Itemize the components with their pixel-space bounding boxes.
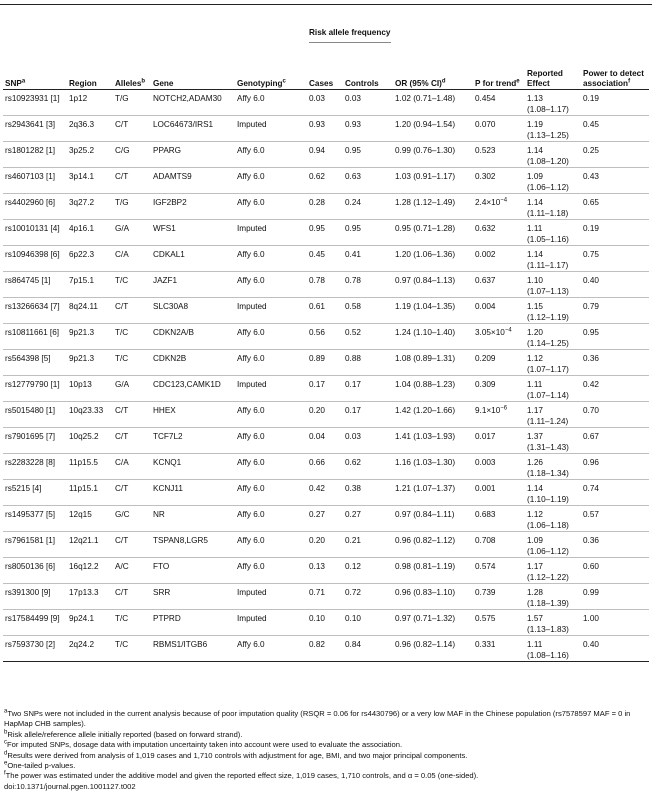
gene-cell: RBMS1/ITGB6 xyxy=(153,640,208,649)
table-row xyxy=(3,454,649,480)
region-cell: 2q24.2 xyxy=(69,640,95,649)
controls-cell: 0.41 xyxy=(345,250,361,259)
genotyping-cell: Imputed xyxy=(237,224,267,233)
region-cell: 8q24.11 xyxy=(69,302,98,311)
genotyping-cell: Affy 6.0 xyxy=(237,484,265,493)
alleles-cell: C/T xyxy=(115,406,129,415)
power-cell: 1.00 xyxy=(583,614,599,623)
gene-cell: KCNQ1 xyxy=(153,458,182,467)
table-row xyxy=(3,532,649,558)
power-cell: 0.43 xyxy=(583,172,599,181)
alleles-cell: C/G xyxy=(115,146,130,155)
controls-cell: 0.95 xyxy=(345,224,361,233)
snp-cell: rs2283228 [8] xyxy=(5,458,56,467)
region-cell: 10q23.33 xyxy=(69,406,104,415)
cases-cell: 0.62 xyxy=(309,172,325,181)
power-cell: 0.67 xyxy=(583,432,599,441)
region-cell: 10q25.2 xyxy=(69,432,99,441)
doi-text: doi:10.1371/journal.pgen.1001127.t002 xyxy=(4,781,136,791)
or-cell: 1.41 (1.03–1.93) xyxy=(395,432,456,441)
reported-effect-cell: 1.10 (1.07–1.13) xyxy=(527,276,569,296)
controls-cell: 0.84 xyxy=(345,640,361,649)
controls-cell: 0.78 xyxy=(345,276,361,285)
reported-effect-cell: 1.09 (1.06–1.12) xyxy=(527,536,569,556)
genotyping-cell: Affy 6.0 xyxy=(237,146,265,155)
region-cell: 2q36.3 xyxy=(69,120,95,129)
region-cell: 12q15 xyxy=(69,510,92,519)
region-cell: 12q21.1 xyxy=(69,536,99,545)
genotyping-cell: Affy 6.0 xyxy=(237,354,265,363)
p-trend-cell: 0.003 xyxy=(475,458,496,467)
region-cell: 4p16.1 xyxy=(69,224,95,233)
cases-cell: 0.04 xyxy=(309,432,325,441)
power-cell: 0.65 xyxy=(583,198,599,207)
p-trend-cell: 0.302 xyxy=(475,172,496,181)
region-cell: 17p13.3 xyxy=(69,588,99,597)
cases-cell: 0.71 xyxy=(309,588,325,597)
genotyping-cell: Affy 6.0 xyxy=(237,198,265,207)
snp-cell: rs10010131 [4] xyxy=(5,224,60,233)
or-cell: 1.21 (1.07–1.37) xyxy=(395,484,456,493)
footnote: $^f$The power was estimated under the additive model and given the reported effect size, 1,019 cases, 1,710 controls, and α = 0.05 (one-sided). xyxy=(4,770,479,781)
snp-cell: rs1801282 [1] xyxy=(5,146,56,155)
controls-cell: 0.17 xyxy=(345,380,361,389)
reported-effect-cell: 1.11 (1.07–1.14) xyxy=(527,380,569,400)
power-cell: 0.60 xyxy=(583,562,599,571)
table-row xyxy=(3,636,649,662)
reported-effect-cell: 1.28 (1.18–1.39) xyxy=(527,588,569,608)
controls-cell: 0.93 xyxy=(345,120,361,129)
alleles-cell: A/C xyxy=(115,562,129,571)
cases-cell: 0.78 xyxy=(309,276,325,285)
region-cell: 9p21.3 xyxy=(69,354,95,363)
genotyping-cell: Imputed xyxy=(237,302,267,311)
gene-cell: SLC30A8 xyxy=(153,302,189,311)
snp-cell: rs5015480 [1] xyxy=(5,406,56,415)
table-footnotes xyxy=(4,709,648,792)
p-trend-cell: 0.575 xyxy=(475,614,496,623)
table-row xyxy=(3,272,649,298)
power-cell: 0.25 xyxy=(583,146,599,155)
gene-cell: SRR xyxy=(153,588,171,597)
or-cell: 1.04 (0.88–1.23) xyxy=(395,380,456,389)
cases-cell: 0.93 xyxy=(309,120,325,129)
snp-cell: rs8050136 [6] xyxy=(5,562,56,571)
gene-cell: TSPAN8,LGR5 xyxy=(153,536,208,545)
cases-cell: 0.45 xyxy=(309,250,325,259)
col-snp: SNP$^a$ xyxy=(5,78,26,88)
p-trend-cell: 0.637 xyxy=(475,276,496,285)
or-cell: 0.99 (0.76–1.30) xyxy=(395,146,456,155)
table-row xyxy=(3,376,649,402)
controls-cell: 0.38 xyxy=(345,484,361,493)
alleles-cell: G/C xyxy=(115,510,130,519)
region-cell: 3p14.1 xyxy=(69,172,95,181)
region-cell: 9p24.1 xyxy=(69,614,95,623)
controls-cell: 0.63 xyxy=(345,172,361,181)
power-cell: 0.79 xyxy=(583,302,599,311)
controls-cell: 0.03 xyxy=(345,94,361,103)
or-cell: 1.02 (0.71–1.48) xyxy=(395,94,456,103)
footnote: $^b$Risk allele/reference allele initially reported (based on forward strand). xyxy=(4,729,243,739)
snp-cell: rs17584499 [9] xyxy=(5,614,60,623)
reported-effect-cell: 1.14 (1.11–1.17) xyxy=(527,250,569,270)
gene-cell: TCF7L2 xyxy=(153,432,183,441)
power-cell: 0.40 xyxy=(583,276,599,285)
genotyping-cell: Affy 6.0 xyxy=(237,94,265,103)
table-row xyxy=(3,610,649,636)
reported-effect-cell: 1.17 (1.12–1.22) xyxy=(527,562,569,582)
controls-cell: 0.12 xyxy=(345,562,361,571)
gene-cell: CDKAL1 xyxy=(153,250,185,259)
alleles-cell: C/T xyxy=(115,588,129,597)
footnote: $^a$Two SNPs were not included in the current analysis because of poor imputation quality (RSQR = 0.06 for rs4430796) or a very low MAF in the Chinese population (rs7578597 MAF = 0 in HapMap CHB samples). xyxy=(4,708,631,729)
genotyping-cell: Affy 6.0 xyxy=(237,276,265,285)
snp-cell: rs2943641 [3] xyxy=(5,120,56,129)
or-cell: 0.96 (0.83–1.10) xyxy=(395,588,456,597)
region-cell: 10p13 xyxy=(69,380,92,389)
genotyping-cell: Affy 6.0 xyxy=(237,432,265,441)
alleles-cell: C/A xyxy=(115,250,129,259)
table-row xyxy=(3,246,649,272)
alleles-cell: C/T xyxy=(115,302,129,311)
column-header-row xyxy=(3,54,649,90)
alleles-cell: C/T xyxy=(115,536,129,545)
cases-cell: 0.82 xyxy=(309,640,325,649)
reported-effect-cell: 1.15 (1.12–1.19) xyxy=(527,302,569,322)
reported-effect-cell: 1.20 (1.14–1.25) xyxy=(527,328,569,348)
gene-cell: HHEX xyxy=(153,406,176,415)
region-cell: 9p21.3 xyxy=(69,328,95,337)
snp-cell: rs10811661 [6] xyxy=(5,328,60,337)
or-cell: 1.20 (1.06–1.36) xyxy=(395,250,456,259)
or-cell: 1.28 (1.12–1.49) xyxy=(395,198,456,207)
snp-cell: rs7961581 [1] xyxy=(5,536,56,545)
snp-cell: rs12779790 [1] xyxy=(5,380,60,389)
top-rule xyxy=(0,4,652,5)
controls-cell: 0.58 xyxy=(345,302,361,311)
cases-cell: 0.20 xyxy=(309,536,325,545)
alleles-cell: C/T xyxy=(115,172,129,181)
controls-cell: 0.88 xyxy=(345,354,361,363)
alleles-cell: T/G xyxy=(115,94,129,103)
gene-cell: PTPRD xyxy=(153,614,181,623)
p-trend-cell: 0.708 xyxy=(475,536,496,545)
gene-cell: WFS1 xyxy=(153,224,176,233)
controls-cell: 0.52 xyxy=(345,328,361,337)
table-row xyxy=(3,142,649,168)
cases-cell: 0.28 xyxy=(309,198,325,207)
p-trend-cell: 0.632 xyxy=(475,224,496,233)
alleles-cell: C/T xyxy=(115,484,129,493)
gene-cell: KCNJ11 xyxy=(153,484,183,493)
col-or: OR (95% CI)$^d$ xyxy=(395,78,446,88)
controls-cell: 0.10 xyxy=(345,614,361,623)
reported-effect-cell: 1.19 (1.13–1.25) xyxy=(527,120,569,140)
reported-effect-cell: 1.57 (1.13–1.83) xyxy=(527,614,569,634)
genotyping-cell: Imputed xyxy=(237,614,267,623)
p-trend-cell: 0.070 xyxy=(475,120,496,129)
alleles-cell: C/T xyxy=(115,120,129,129)
power-cell: 0.19 xyxy=(583,94,599,103)
footnote: $^e$One-tailed p-values. xyxy=(4,760,76,771)
gene-cell: CDKN2A/B xyxy=(153,328,194,337)
p-trend-cell: 0.574 xyxy=(475,562,496,571)
snp-cell: rs564398 [5] xyxy=(5,354,51,363)
controls-cell: 0.24 xyxy=(345,198,361,207)
region-cell: 11p15.5 xyxy=(69,458,98,467)
snp-cell: rs1495377 [5] xyxy=(5,510,56,519)
power-cell: 0.99 xyxy=(583,588,599,597)
snp-cell: rs5215 [4] xyxy=(5,484,42,493)
col-genotyping: Genotyping$^c$ xyxy=(237,78,286,88)
reported-effect-cell: 1.11 (1.05–1.16) xyxy=(527,224,569,244)
or-cell: 0.97 (0.71–1.32) xyxy=(395,614,456,623)
cases-cell: 0.10 xyxy=(309,614,325,623)
reported-effect-cell: 1.14 (1.10–1.19) xyxy=(527,484,569,504)
group-header-row xyxy=(3,28,649,54)
or-cell: 1.16 (1.03–1.30) xyxy=(395,458,456,467)
cases-cell: 0.66 xyxy=(309,458,325,467)
cases-cell: 0.27 xyxy=(309,510,325,519)
p-trend-cell: 0.209 xyxy=(475,354,496,363)
power-cell: 0.42 xyxy=(583,380,599,389)
or-cell: 1.19 (1.04–1.35) xyxy=(395,302,456,311)
snp-cell: rs7901695 [7] xyxy=(5,432,56,441)
alleles-cell: G/A xyxy=(115,380,130,389)
reported-effect-cell: 1.11 (1.08–1.16) xyxy=(527,640,569,660)
table-row xyxy=(3,90,649,116)
cases-cell: 0.56 xyxy=(309,328,325,337)
genotyping-cell: Imputed xyxy=(237,380,267,389)
p-trend-cell: 0.454 xyxy=(475,94,496,103)
snp-cell: rs864745 [1] xyxy=(5,276,51,285)
alleles-cell: T/C xyxy=(115,640,129,649)
or-cell: 0.95 (0.71–1.28) xyxy=(395,224,456,233)
results-table xyxy=(3,28,649,662)
gene-cell: FTO xyxy=(153,562,170,571)
reported-effect-cell: 1.12 (1.07–1.17) xyxy=(527,354,569,374)
genotyping-cell: Affy 6.0 xyxy=(237,250,265,259)
gene-cell: IGF2BP2 xyxy=(153,198,187,207)
power-cell: 0.74 xyxy=(583,484,599,493)
region-cell: 7p15.1 xyxy=(69,276,95,285)
col-gene: Gene xyxy=(153,79,174,88)
genotyping-cell: Affy 6.0 xyxy=(237,458,265,467)
region-cell: 1p12 xyxy=(69,94,88,103)
snp-cell: rs4607103 [1] xyxy=(5,172,56,181)
genotyping-cell: Affy 6.0 xyxy=(237,406,265,415)
gene-cell: NR xyxy=(153,510,165,519)
col-alleles: Alleles$^b$ xyxy=(115,78,146,88)
table-row xyxy=(3,194,649,220)
p-trend-cell: 0.523 xyxy=(475,146,496,155)
table-row xyxy=(3,402,649,428)
controls-cell: 0.72 xyxy=(345,588,361,597)
footnote: $^d$Results were derived from analysis of 1,019 cases and 1,710 controls with adjustment for age, BMI, and two major principal components. xyxy=(4,750,468,760)
region-cell: 11p15.1 xyxy=(69,484,98,493)
snp-cell: rs10946398 [6] xyxy=(5,250,60,259)
power-cell: 0.70 xyxy=(583,406,599,415)
snp-cell: rs10923931 [1] xyxy=(5,94,60,103)
alleles-cell: T/G xyxy=(115,198,129,207)
power-cell: 0.57 xyxy=(583,510,599,519)
p-trend-cell: 0.683 xyxy=(475,510,496,519)
cases-cell: 0.13 xyxy=(309,562,325,571)
p-trend-cell: 0.002 xyxy=(475,250,496,259)
controls-cell: 0.27 xyxy=(345,510,361,519)
p-trend-cell: $3.05\times 10^{-4}$ xyxy=(475,327,512,337)
table-row xyxy=(3,324,649,350)
genotyping-cell: Affy 6.0 xyxy=(237,536,265,545)
reported-effect-cell: 1.37 (1.31–1.43) xyxy=(527,432,569,452)
gene-cell: CDKN2B xyxy=(153,354,187,363)
alleles-cell: T/C xyxy=(115,614,129,623)
genotyping-cell: Affy 6.0 xyxy=(237,328,265,337)
reported-effect-cell: 1.14 (1.08–1.20) xyxy=(527,146,569,166)
gene-cell: LOC64673/IRS1 xyxy=(153,120,214,129)
snp-cell: rs4402960 [6] xyxy=(5,198,56,207)
controls-cell: 0.17 xyxy=(345,406,361,415)
cases-cell: 0.17 xyxy=(309,380,325,389)
controls-cell: 0.62 xyxy=(345,458,361,467)
power-cell: 0.36 xyxy=(583,354,599,363)
genotyping-cell: Affy 6.0 xyxy=(237,510,265,519)
p-trend-cell: $9.1\times 10^{-6}$ xyxy=(475,405,508,415)
reported-effect-cell: 1.17 (1.11–1.24) xyxy=(527,406,569,426)
cases-cell: 0.03 xyxy=(309,94,325,103)
or-cell: 1.24 (1.10–1.40) xyxy=(395,328,456,337)
cases-cell: 0.94 xyxy=(309,146,325,155)
table-row xyxy=(3,428,649,454)
snp-cell: rs391300 [9] xyxy=(5,588,51,597)
controls-cell: 0.03 xyxy=(345,432,361,441)
genotyping-cell: Imputed xyxy=(237,120,267,129)
col-cases: Cases xyxy=(309,79,334,88)
or-cell: 1.08 (0.89–1.31) xyxy=(395,354,456,363)
genotyping-cell: Affy 6.0 xyxy=(237,640,265,649)
table-row xyxy=(3,506,649,532)
or-cell: 0.96 (0.82–1.12) xyxy=(395,536,456,545)
region-cell: 6p22.3 xyxy=(69,250,95,259)
p-trend-cell: 0.309 xyxy=(475,380,496,389)
alleles-cell: C/A xyxy=(115,458,129,467)
reported-effect-cell: 1.14 (1.11–1.18) xyxy=(527,198,569,218)
col-power: Power to detect association$^f$ xyxy=(583,69,644,88)
or-cell: 1.03 (0.91–1.17) xyxy=(395,172,456,181)
gene-cell: CDC123,CAMK1D xyxy=(153,380,221,389)
p-trend-cell: $2.4\times 10^{-4}$ xyxy=(475,197,508,207)
snp-cell: rs13266634 [7] xyxy=(5,302,60,311)
cases-cell: 0.95 xyxy=(309,224,325,233)
alleles-cell: T/C xyxy=(115,276,129,285)
or-cell: 1.42 (1.20–1.66) xyxy=(395,406,456,415)
reported-effect-cell: 1.12 (1.06–1.18) xyxy=(527,510,569,530)
gene-cell: PPARG xyxy=(153,146,182,155)
region-cell: 16q12.2 xyxy=(69,562,99,571)
power-cell: 0.45 xyxy=(583,120,599,129)
p-trend-cell: 0.331 xyxy=(475,640,496,649)
table-row xyxy=(3,480,649,506)
cases-cell: 0.89 xyxy=(309,354,325,363)
p-trend-cell: 0.004 xyxy=(475,302,496,311)
region-cell: 3q27.2 xyxy=(69,198,95,207)
power-cell: 0.95 xyxy=(583,328,599,337)
gene-cell: ADAMTS9 xyxy=(153,172,192,181)
or-cell: 0.98 (0.81–1.19) xyxy=(395,562,456,571)
power-cell: 0.40 xyxy=(583,640,599,649)
or-cell: 0.97 (0.84–1.13) xyxy=(395,276,456,285)
genotyping-cell: Imputed xyxy=(237,588,267,597)
p-trend-cell: 0.001 xyxy=(475,484,496,493)
power-cell: 0.75 xyxy=(583,250,599,259)
cases-cell: 0.61 xyxy=(309,302,325,311)
or-cell: 1.20 (0.94–1.54) xyxy=(395,120,456,129)
col-reported-effect: Reported Effect xyxy=(527,69,563,88)
genotyping-cell: Affy 6.0 xyxy=(237,562,265,571)
table-row xyxy=(3,558,649,584)
p-trend-cell: 0.739 xyxy=(475,588,496,597)
or-cell: 0.97 (0.84–1.11) xyxy=(395,510,455,519)
table-row xyxy=(3,584,649,610)
footnote: $^c$For imputed SNPs, dosage data with imputation uncertainty taken into account were used to evaluate the association. xyxy=(4,739,403,750)
controls-cell: 0.21 xyxy=(345,536,361,545)
reported-effect-cell: 1.26 (1.18–1.34) xyxy=(527,458,569,478)
reported-effect-cell: 1.13 (1.08–1.17) xyxy=(527,94,569,114)
p-trend-cell: 0.017 xyxy=(475,432,496,441)
gene-cell: JAZF1 xyxy=(153,276,178,285)
snp-cell: rs7593730 [2] xyxy=(5,640,56,649)
table-row xyxy=(3,168,649,194)
col-p-trend: P for trend$^e$ xyxy=(475,78,520,88)
risk-allele-frequency-header: Risk allele frequency xyxy=(307,28,393,54)
or-cell: 0.96 (0.82–1.14) xyxy=(395,640,456,649)
alleles-cell: T/C xyxy=(115,328,129,337)
region-cell: 3p25.2 xyxy=(69,146,95,155)
alleles-cell: C/T xyxy=(115,432,129,441)
genotyping-cell: Affy 6.0 xyxy=(237,172,265,181)
power-cell: 0.19 xyxy=(583,224,599,233)
alleles-cell: T/C xyxy=(115,354,129,363)
gene-cell: NOTCH2,ADAM30 xyxy=(153,94,222,103)
table-row xyxy=(3,116,649,142)
table-row xyxy=(3,298,649,324)
power-cell: 0.96 xyxy=(583,458,599,467)
table-row xyxy=(3,350,649,376)
alleles-cell: G/A xyxy=(115,224,130,233)
col-region: Region xyxy=(69,79,97,88)
reported-effect-cell: 1.09 (1.06–1.12) xyxy=(527,172,569,192)
cases-cell: 0.20 xyxy=(309,406,325,415)
table-row xyxy=(3,220,649,246)
power-cell: 0.36 xyxy=(583,536,599,545)
col-controls: Controls xyxy=(345,79,379,88)
cases-cell: 0.42 xyxy=(309,484,325,493)
controls-cell: 0.95 xyxy=(345,146,361,155)
